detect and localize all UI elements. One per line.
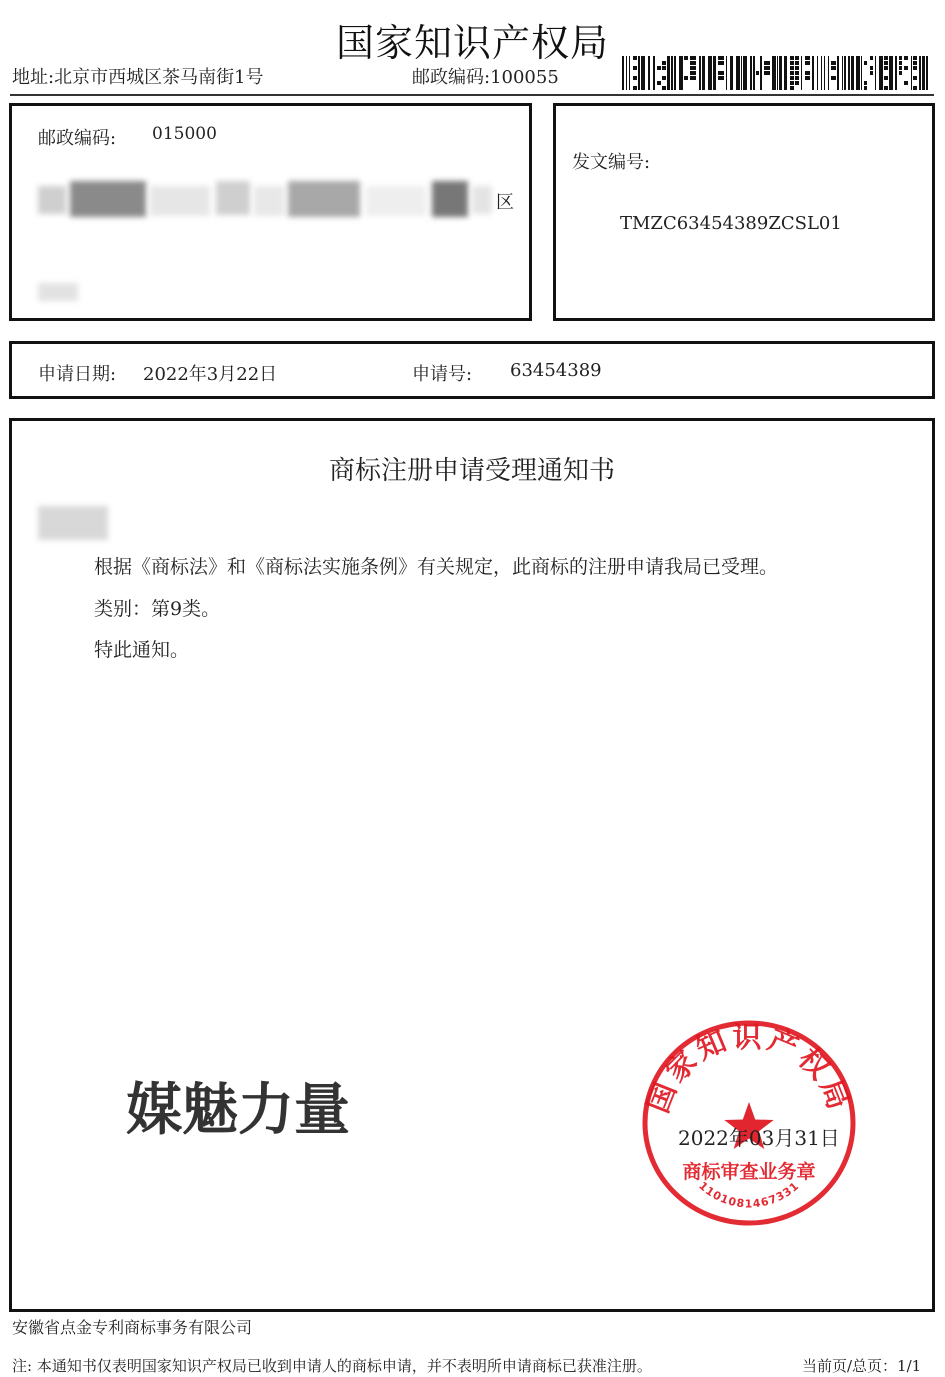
recipient-postcode-label: 邮政编码: (38, 128, 117, 149)
notice-closing-line: 特此通知。 (94, 639, 190, 661)
svg-text:商标审查业务章: 商标审查业务章 (682, 1161, 816, 1183)
page-indicator: 当前页/总页：1/1 (802, 1357, 922, 1375)
issue-date: 2022年03月31日 (678, 1126, 840, 1150)
dispatch-number-label: 发文编号: (572, 152, 651, 173)
recipient-postcode-value: 015000 (152, 124, 217, 144)
office-postcode: 邮政编码:100055 (412, 67, 559, 88)
application-number-value: 63454389 (510, 360, 602, 381)
notice-body-line: 根据《商标法》和《商标法实施条例》有关规定，此商标的注册申请我局已受理。 (94, 556, 779, 578)
redacted-applicant-name (38, 506, 108, 540)
application-number-label: 申请号: (412, 364, 473, 385)
dispatch-number-value: TMZC63454389ZCSL01 (620, 213, 842, 234)
svg-text:国家知识产权局: 国家知识产权局 (640, 1020, 858, 1118)
barcode-image (622, 56, 928, 90)
notice-class-line: 类别：第9类。 (94, 598, 221, 620)
notice-title: 商标注册申请受理通知书 (328, 456, 615, 486)
footer-note: 注: 本通知书仅表明国家知识产权局已收到申请人的商标申请，并不表明所申请商标已获准注册。 (12, 1357, 652, 1375)
page-title: 国家知识产权局 (335, 21, 609, 65)
application-date-label: 申请日期: (38, 364, 117, 385)
agency-name: 安徽省点金专利商标事务有限公司 (12, 1318, 253, 1337)
recipient-address-tail: 区 (496, 192, 514, 213)
dispatch-box (553, 103, 935, 321)
watermark-text: 媒魅力量 (126, 1078, 350, 1143)
office-address: 地址:北京市西城区茶马南街1号 (12, 67, 264, 88)
application-date-value: 2022年3月22日 (143, 364, 278, 385)
header-divider (10, 94, 934, 96)
svg-text:1101081467331: 1101081467331 (696, 1179, 802, 1211)
